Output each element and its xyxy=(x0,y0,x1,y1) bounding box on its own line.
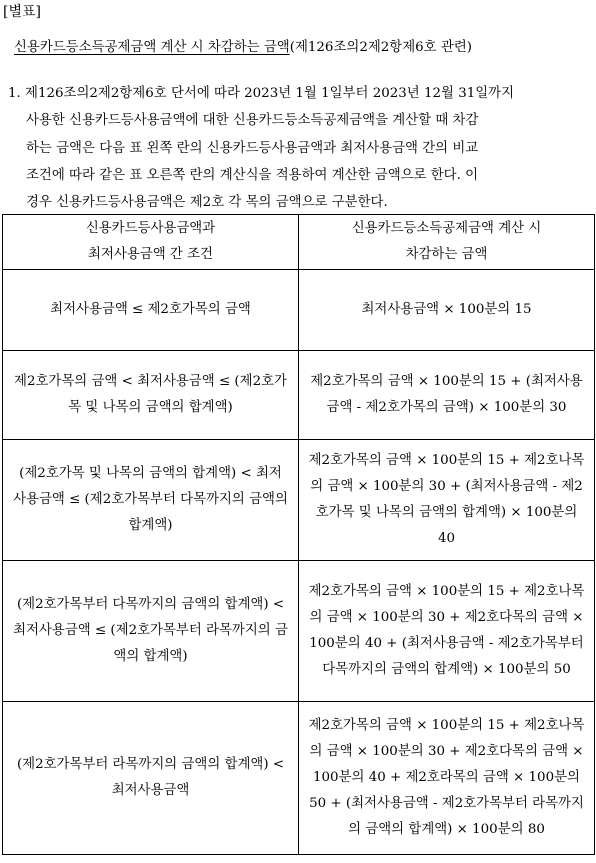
deduction-table xyxy=(2,214,595,855)
header-formula xyxy=(299,215,595,270)
condition-cell: 제2호가목의 금액 < 최저사용금액 ≤ (제2호가목 및 나목의 금액의 합계액) xyxy=(3,351,299,440)
annex-title: 신용카드등소득공제금액 계산 시 차감하는 금액 xyxy=(14,40,290,55)
condition-cell: (제2호가목부터 다목까지의 금액의 합계액) < 최저사용금액 ≤ (제2호가목부터 라목까지의 금액의 합계액) xyxy=(3,561,299,702)
annex-title-reference: (제126조의2제2항제6호 관련) xyxy=(289,40,472,55)
paragraph-line: 1. 제126조의2제2항제6호 단서에 따라 2023년 1월 1일부터 2023년 12월 31일까지 xyxy=(8,86,515,101)
condition-cell: (제2호가목부터 라목까지의 금액의 합계액) < 최저사용금액 xyxy=(3,702,299,855)
annex-heading xyxy=(14,39,594,57)
rule-paragraph xyxy=(8,80,594,216)
formula-cell: 제2호가목의 금액 × 100분의 15 + (최저사용금액 - 제2호가목의 금액) × 100분의 30 xyxy=(299,351,595,440)
annex-tag: [별표] xyxy=(3,4,41,20)
paragraph-line: 경우 신용카드등사용금액은 제2호 각 목의 금액으로 구분한다. xyxy=(26,195,388,211)
header-formula-line: 신용카드등소득공제금액 계산 시 xyxy=(351,221,542,236)
header-formula-line: 차감하는 금액 xyxy=(405,247,488,262)
header-condition-line: 신용카드등사용금액과 xyxy=(85,221,216,236)
formula-cell: 제2호가목의 금액 × 100분의 15 + 제2호나목의 금액 × 100분의 30 + 제2호다목의 금액 × 100분의 40 + (최저사용금액 - 제2호가목부터 다목까지의 금액의 합계액) × 100분의 50 xyxy=(299,561,595,702)
paragraph-line: 조건에 따라 같은 표 오른쪽 란의 계산식을 적용하여 계산한 금액으로 한다. 이 xyxy=(26,167,479,183)
condition-cell: 최저사용금액 ≤ 제2호가목의 금액 xyxy=(3,270,299,351)
table-row xyxy=(3,440,595,561)
condition-cell: (제2호가목 및 나목의 금액의 합계액) < 최저사용금액 ≤ (제2호가목부터 다목까지의 금액의 합계액) xyxy=(3,440,299,561)
paragraph-line: 사용한 신용카드등사용금액에 대한 신용카드등소득공제금액을 계산할 때 차감 xyxy=(26,113,479,129)
formula-cell: 최저사용금액 × 100분의 15 xyxy=(299,270,595,351)
table-row xyxy=(3,351,595,440)
formula-cell: 제2호가목의 금액 × 100분의 15 + 제2호나목의 금액 × 100분의 30 + 제2호다목의 금액 × 100분의 40 + 제2호라목의 금액 × 100분의 50 + (최저사용금액 - 제2호가목부터 라목까지의 금액의 합계액) × 100분의 80 xyxy=(299,702,595,855)
header-condition-line: 최저사용금액 간 조건 xyxy=(88,247,213,262)
paragraph-line: 하는 금액은 다음 표 왼쪽 란의 신용카드등사용금액과 최저사용금액 간의 비교 xyxy=(26,140,479,156)
table-row xyxy=(3,561,595,702)
table-row xyxy=(3,702,595,855)
formula-cell: 제2호가목의 금액 × 100분의 15 + 제2호나목의 금액 × 100분의 30 + (최저사용금액 - 제2호가목 및 나목의 금액의 합계액) × 100분의 40 xyxy=(299,440,595,561)
table-row xyxy=(3,270,595,351)
table-header-row xyxy=(3,215,595,270)
header-condition xyxy=(3,215,299,270)
